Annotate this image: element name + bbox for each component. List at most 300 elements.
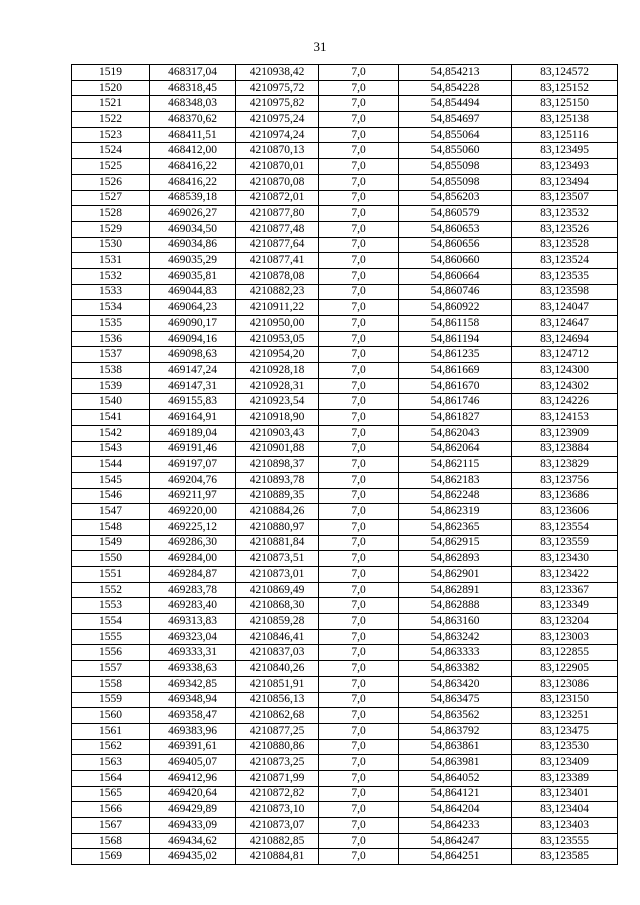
longitude-cell: 83,122905 [512, 661, 618, 677]
point-number-cell: 1541 [72, 410, 150, 426]
x-coordinate-cell: 469338,63 [150, 661, 236, 677]
longitude-cell: 83,123409 [512, 755, 618, 771]
table-row [72, 347, 618, 363]
latitude-cell: 54,861194 [399, 331, 512, 347]
y-coordinate-cell: 4210893,78 [236, 472, 319, 488]
table-row [72, 504, 618, 520]
accuracy-cell: 7,0 [319, 65, 399, 81]
longitude-cell: 83,123003 [512, 629, 618, 645]
latitude-cell: 54,862901 [399, 567, 512, 583]
y-coordinate-cell: 4210870,08 [236, 174, 319, 190]
latitude-cell: 54,863861 [399, 739, 512, 755]
point-number-cell: 1565 [72, 786, 150, 802]
longitude-cell: 83,124647 [512, 316, 618, 332]
point-number-cell: 1527 [72, 190, 150, 206]
point-number-cell: 1521 [72, 96, 150, 112]
accuracy-cell: 7,0 [319, 833, 399, 849]
table-row [72, 284, 618, 300]
y-coordinate-cell: 4210877,80 [236, 206, 319, 222]
table-row [72, 755, 618, 771]
point-number-cell: 1540 [72, 394, 150, 410]
latitude-cell: 54,855064 [399, 127, 512, 143]
point-number-cell: 1557 [72, 661, 150, 677]
x-coordinate-cell: 469434,62 [150, 833, 236, 849]
table-row [72, 410, 618, 426]
longitude-cell: 83,123884 [512, 441, 618, 457]
x-coordinate-cell: 469026,27 [150, 206, 236, 222]
longitude-cell: 83,123686 [512, 488, 618, 504]
point-number-cell: 1550 [72, 551, 150, 567]
latitude-cell: 54,863420 [399, 676, 512, 692]
x-coordinate-cell: 469420,64 [150, 786, 236, 802]
latitude-cell: 54,862888 [399, 598, 512, 614]
longitude-cell: 83,123204 [512, 614, 618, 630]
longitude-cell: 83,123606 [512, 504, 618, 520]
latitude-cell: 54,862183 [399, 472, 512, 488]
y-coordinate-cell: 4210881,84 [236, 535, 319, 551]
x-coordinate-cell: 468317,04 [150, 65, 236, 81]
x-coordinate-cell: 469035,29 [150, 253, 236, 269]
y-coordinate-cell: 4210880,97 [236, 519, 319, 535]
accuracy-cell: 7,0 [319, 598, 399, 614]
longitude-cell: 83,123598 [512, 284, 618, 300]
x-coordinate-cell: 469435,02 [150, 849, 236, 865]
point-number-cell: 1566 [72, 802, 150, 818]
x-coordinate-cell: 469391,61 [150, 739, 236, 755]
accuracy-cell: 7,0 [319, 206, 399, 222]
y-coordinate-cell: 4210911,22 [236, 300, 319, 316]
y-coordinate-cell: 4210873,07 [236, 818, 319, 834]
x-coordinate-cell: 469034,50 [150, 221, 236, 237]
table-row [72, 363, 618, 379]
point-number-cell: 1526 [72, 174, 150, 190]
latitude-cell: 54,855098 [399, 159, 512, 175]
accuracy-cell: 7,0 [319, 237, 399, 253]
accuracy-cell: 7,0 [319, 472, 399, 488]
point-number-cell: 1538 [72, 363, 150, 379]
latitude-cell: 54,861670 [399, 378, 512, 394]
x-coordinate-cell: 469197,07 [150, 457, 236, 473]
x-coordinate-cell: 469147,24 [150, 363, 236, 379]
longitude-cell: 83,123526 [512, 221, 618, 237]
latitude-cell: 54,862365 [399, 519, 512, 535]
point-number-cell: 1533 [72, 284, 150, 300]
longitude-cell: 83,123401 [512, 786, 618, 802]
accuracy-cell: 7,0 [319, 284, 399, 300]
table-row [72, 786, 618, 802]
point-number-cell: 1539 [72, 378, 150, 394]
y-coordinate-cell: 4210840,26 [236, 661, 319, 677]
point-number-cell: 1529 [72, 221, 150, 237]
accuracy-cell: 7,0 [319, 331, 399, 347]
y-coordinate-cell: 4210954,20 [236, 347, 319, 363]
table-row [72, 425, 618, 441]
longitude-cell: 83,123389 [512, 770, 618, 786]
x-coordinate-cell: 469220,00 [150, 504, 236, 520]
y-coordinate-cell: 4210868,30 [236, 598, 319, 614]
point-number-cell: 1530 [72, 237, 150, 253]
table-row [72, 331, 618, 347]
y-coordinate-cell: 4210859,28 [236, 614, 319, 630]
point-number-cell: 1534 [72, 300, 150, 316]
y-coordinate-cell: 4210975,72 [236, 80, 319, 96]
latitude-cell: 54,854213 [399, 65, 512, 81]
table-row [72, 598, 618, 614]
x-coordinate-cell: 469348,94 [150, 692, 236, 708]
accuracy-cell: 7,0 [319, 221, 399, 237]
latitude-cell: 54,860653 [399, 221, 512, 237]
coordinates-table [71, 64, 618, 865]
accuracy-cell: 7,0 [319, 692, 399, 708]
longitude-cell: 83,123756 [512, 472, 618, 488]
table-row [72, 174, 618, 190]
table-row [72, 316, 618, 332]
longitude-cell: 83,123349 [512, 598, 618, 614]
point-number-cell: 1564 [72, 770, 150, 786]
point-number-cell: 1532 [72, 268, 150, 284]
longitude-cell: 83,123251 [512, 708, 618, 724]
table-row [72, 614, 618, 630]
table-row [72, 833, 618, 849]
table-row [72, 221, 618, 237]
accuracy-cell: 7,0 [319, 80, 399, 96]
point-number-cell: 1520 [72, 80, 150, 96]
point-number-cell: 1554 [72, 614, 150, 630]
accuracy-cell: 7,0 [319, 519, 399, 535]
accuracy-cell: 7,0 [319, 676, 399, 692]
x-coordinate-cell: 469342,85 [150, 676, 236, 692]
accuracy-cell: 7,0 [319, 849, 399, 865]
longitude-cell: 83,123507 [512, 190, 618, 206]
longitude-cell: 83,124047 [512, 300, 618, 316]
latitude-cell: 54,862891 [399, 582, 512, 598]
longitude-cell: 83,122855 [512, 645, 618, 661]
table-row [72, 206, 618, 222]
table-row [72, 849, 618, 865]
page-number: 31 [313, 39, 327, 54]
y-coordinate-cell: 4210871,99 [236, 770, 319, 786]
y-coordinate-cell: 4210873,01 [236, 567, 319, 583]
x-coordinate-cell: 469433,09 [150, 818, 236, 834]
table-row [72, 629, 618, 645]
table-row [72, 818, 618, 834]
point-number-cell: 1567 [72, 818, 150, 834]
longitude-cell: 83,123403 [512, 818, 618, 834]
y-coordinate-cell: 4210889,35 [236, 488, 319, 504]
x-coordinate-cell: 469429,89 [150, 802, 236, 818]
accuracy-cell: 7,0 [319, 96, 399, 112]
x-coordinate-cell: 469283,40 [150, 598, 236, 614]
x-coordinate-cell: 469189,04 [150, 425, 236, 441]
latitude-cell: 54,860746 [399, 284, 512, 300]
latitude-cell: 54,862064 [399, 441, 512, 457]
latitude-cell: 54,861235 [399, 347, 512, 363]
table-row [72, 237, 618, 253]
longitude-cell: 83,124712 [512, 347, 618, 363]
table-row [72, 770, 618, 786]
accuracy-cell: 7,0 [319, 739, 399, 755]
table-row [72, 80, 618, 96]
latitude-cell: 54,860922 [399, 300, 512, 316]
latitude-cell: 54,854697 [399, 112, 512, 128]
accuracy-cell: 7,0 [319, 551, 399, 567]
y-coordinate-cell: 4210851,91 [236, 676, 319, 692]
accuracy-cell: 7,0 [319, 535, 399, 551]
x-coordinate-cell: 469191,46 [150, 441, 236, 457]
accuracy-cell: 7,0 [319, 127, 399, 143]
latitude-cell: 54,855098 [399, 174, 512, 190]
accuracy-cell: 7,0 [319, 300, 399, 316]
table-row [72, 661, 618, 677]
x-coordinate-cell: 469094,16 [150, 331, 236, 347]
x-coordinate-cell: 469284,00 [150, 551, 236, 567]
y-coordinate-cell: 4210872,82 [236, 786, 319, 802]
longitude-cell: 83,125150 [512, 96, 618, 112]
y-coordinate-cell: 4210878,08 [236, 268, 319, 284]
longitude-cell: 83,123585 [512, 849, 618, 865]
y-coordinate-cell: 4210923,54 [236, 394, 319, 410]
y-coordinate-cell: 4210975,82 [236, 96, 319, 112]
point-number-cell: 1563 [72, 755, 150, 771]
point-number-cell: 1558 [72, 676, 150, 692]
table-row [72, 441, 618, 457]
longitude-cell: 83,123150 [512, 692, 618, 708]
accuracy-cell: 7,0 [319, 567, 399, 583]
longitude-cell: 83,124694 [512, 331, 618, 347]
x-coordinate-cell: 469035,81 [150, 268, 236, 284]
accuracy-cell: 7,0 [319, 457, 399, 473]
y-coordinate-cell: 4210928,18 [236, 363, 319, 379]
y-coordinate-cell: 4210846,41 [236, 629, 319, 645]
table-row [72, 551, 618, 567]
latitude-cell: 54,861746 [399, 394, 512, 410]
x-coordinate-cell: 468318,45 [150, 80, 236, 96]
point-number-cell: 1537 [72, 347, 150, 363]
longitude-cell: 83,123554 [512, 519, 618, 535]
accuracy-cell: 7,0 [319, 410, 399, 426]
accuracy-cell: 7,0 [319, 253, 399, 269]
longitude-cell: 83,123532 [512, 206, 618, 222]
latitude-cell: 54,863981 [399, 755, 512, 771]
accuracy-cell: 7,0 [319, 708, 399, 724]
latitude-cell: 54,864052 [399, 770, 512, 786]
x-coordinate-cell: 469098,63 [150, 347, 236, 363]
x-coordinate-cell: 468539,18 [150, 190, 236, 206]
table-row [72, 300, 618, 316]
table-row [72, 65, 618, 81]
table-row [72, 472, 618, 488]
latitude-cell: 54,864204 [399, 802, 512, 818]
point-number-cell: 1552 [72, 582, 150, 598]
accuracy-cell: 7,0 [319, 645, 399, 661]
y-coordinate-cell: 4210862,68 [236, 708, 319, 724]
y-coordinate-cell: 4210877,25 [236, 723, 319, 739]
accuracy-cell: 7,0 [319, 488, 399, 504]
accuracy-cell: 7,0 [319, 174, 399, 190]
x-coordinate-cell: 469333,31 [150, 645, 236, 661]
longitude-cell: 83,123524 [512, 253, 618, 269]
longitude-cell: 83,123430 [512, 551, 618, 567]
point-number-cell: 1523 [72, 127, 150, 143]
x-coordinate-cell: 469090,17 [150, 316, 236, 332]
y-coordinate-cell: 4210950,00 [236, 316, 319, 332]
longitude-cell: 83,123559 [512, 535, 618, 551]
longitude-cell: 83,123530 [512, 739, 618, 755]
longitude-cell: 83,123494 [512, 174, 618, 190]
longitude-cell: 83,123475 [512, 723, 618, 739]
latitude-cell: 54,863382 [399, 661, 512, 677]
x-coordinate-cell: 469204,76 [150, 472, 236, 488]
table-row [72, 143, 618, 159]
latitude-cell: 54,861158 [399, 316, 512, 332]
table-row [72, 268, 618, 284]
latitude-cell: 54,860579 [399, 206, 512, 222]
latitude-cell: 54,854494 [399, 96, 512, 112]
x-coordinate-cell: 468412,00 [150, 143, 236, 159]
point-number-cell: 1562 [72, 739, 150, 755]
table-row [72, 112, 618, 128]
point-number-cell: 1544 [72, 457, 150, 473]
table-row [72, 567, 618, 583]
accuracy-cell: 7,0 [319, 268, 399, 284]
accuracy-cell: 7,0 [319, 159, 399, 175]
latitude-cell: 54,862915 [399, 535, 512, 551]
accuracy-cell: 7,0 [319, 441, 399, 457]
x-coordinate-cell: 468411,51 [150, 127, 236, 143]
longitude-cell: 83,124572 [512, 65, 618, 81]
accuracy-cell: 7,0 [319, 786, 399, 802]
point-number-cell: 1522 [72, 112, 150, 128]
latitude-cell: 54,862115 [399, 457, 512, 473]
y-coordinate-cell: 4210873,51 [236, 551, 319, 567]
x-coordinate-cell: 469412,96 [150, 770, 236, 786]
y-coordinate-cell: 4210938,42 [236, 65, 319, 81]
point-number-cell: 1535 [72, 316, 150, 332]
latitude-cell: 54,854228 [399, 80, 512, 96]
table-row [72, 535, 618, 551]
y-coordinate-cell: 4210918,90 [236, 410, 319, 426]
longitude-cell: 83,123404 [512, 802, 618, 818]
y-coordinate-cell: 4210872,01 [236, 190, 319, 206]
latitude-cell: 54,855060 [399, 143, 512, 159]
longitude-cell: 83,124302 [512, 378, 618, 394]
point-number-cell: 1560 [72, 708, 150, 724]
y-coordinate-cell: 4210877,64 [236, 237, 319, 253]
accuracy-cell: 7,0 [319, 661, 399, 677]
latitude-cell: 54,860656 [399, 237, 512, 253]
y-coordinate-cell: 4210974,24 [236, 127, 319, 143]
y-coordinate-cell: 4210873,25 [236, 755, 319, 771]
point-number-cell: 1555 [72, 629, 150, 645]
y-coordinate-cell: 4210903,43 [236, 425, 319, 441]
latitude-cell: 54,863792 [399, 723, 512, 739]
y-coordinate-cell: 4210870,13 [236, 143, 319, 159]
latitude-cell: 54,861827 [399, 410, 512, 426]
latitude-cell: 54,863475 [399, 692, 512, 708]
longitude-cell: 83,123909 [512, 425, 618, 441]
longitude-cell: 83,124300 [512, 363, 618, 379]
accuracy-cell: 7,0 [319, 378, 399, 394]
y-coordinate-cell: 4210928,31 [236, 378, 319, 394]
accuracy-cell: 7,0 [319, 582, 399, 598]
latitude-cell: 54,860660 [399, 253, 512, 269]
accuracy-cell: 7,0 [319, 755, 399, 771]
table-row [72, 253, 618, 269]
accuracy-cell: 7,0 [319, 425, 399, 441]
x-coordinate-cell: 468370,62 [150, 112, 236, 128]
longitude-cell: 83,124153 [512, 410, 618, 426]
point-number-cell: 1546 [72, 488, 150, 504]
longitude-cell: 83,123555 [512, 833, 618, 849]
point-number-cell: 1524 [72, 143, 150, 159]
point-number-cell: 1547 [72, 504, 150, 520]
latitude-cell: 54,860664 [399, 268, 512, 284]
longitude-cell: 83,125138 [512, 112, 618, 128]
point-number-cell: 1519 [72, 65, 150, 81]
accuracy-cell: 7,0 [319, 723, 399, 739]
x-coordinate-cell: 469044,83 [150, 284, 236, 300]
longitude-cell: 83,125116 [512, 127, 618, 143]
table-row [72, 378, 618, 394]
accuracy-cell: 7,0 [319, 394, 399, 410]
point-number-cell: 1559 [72, 692, 150, 708]
table-row [72, 708, 618, 724]
longitude-cell: 83,123495 [512, 143, 618, 159]
y-coordinate-cell: 4210975,24 [236, 112, 319, 128]
latitude-cell: 54,863333 [399, 645, 512, 661]
x-coordinate-cell: 469405,07 [150, 755, 236, 771]
x-coordinate-cell: 469225,12 [150, 519, 236, 535]
table-row [72, 127, 618, 143]
latitude-cell: 54,862893 [399, 551, 512, 567]
table-row [72, 723, 618, 739]
accuracy-cell: 7,0 [319, 504, 399, 520]
y-coordinate-cell: 4210898,37 [236, 457, 319, 473]
table-row [72, 645, 618, 661]
x-coordinate-cell: 468348,03 [150, 96, 236, 112]
table-row [72, 676, 618, 692]
y-coordinate-cell: 4210877,48 [236, 221, 319, 237]
accuracy-cell: 7,0 [319, 316, 399, 332]
x-coordinate-cell: 469323,04 [150, 629, 236, 645]
longitude-cell: 83,123422 [512, 567, 618, 583]
latitude-cell: 54,862043 [399, 425, 512, 441]
x-coordinate-cell: 468416,22 [150, 174, 236, 190]
point-number-cell: 1536 [72, 331, 150, 347]
x-coordinate-cell: 469283,78 [150, 582, 236, 598]
y-coordinate-cell: 4210882,23 [236, 284, 319, 300]
x-coordinate-cell: 469383,96 [150, 723, 236, 739]
longitude-cell: 83,123086 [512, 676, 618, 692]
longitude-cell: 83,123367 [512, 582, 618, 598]
longitude-cell: 83,123493 [512, 159, 618, 175]
longitude-cell: 83,124226 [512, 394, 618, 410]
table-row [72, 190, 618, 206]
accuracy-cell: 7,0 [319, 347, 399, 363]
x-coordinate-cell: 469313,83 [150, 614, 236, 630]
y-coordinate-cell: 4210869,49 [236, 582, 319, 598]
table-row [72, 457, 618, 473]
x-coordinate-cell: 469286,30 [150, 535, 236, 551]
latitude-cell: 54,864251 [399, 849, 512, 865]
longitude-cell: 83,123528 [512, 237, 618, 253]
point-number-cell: 1548 [72, 519, 150, 535]
point-number-cell: 1545 [72, 472, 150, 488]
latitude-cell: 54,863160 [399, 614, 512, 630]
y-coordinate-cell: 4210856,13 [236, 692, 319, 708]
y-coordinate-cell: 4210884,81 [236, 849, 319, 865]
y-coordinate-cell: 4210953,05 [236, 331, 319, 347]
